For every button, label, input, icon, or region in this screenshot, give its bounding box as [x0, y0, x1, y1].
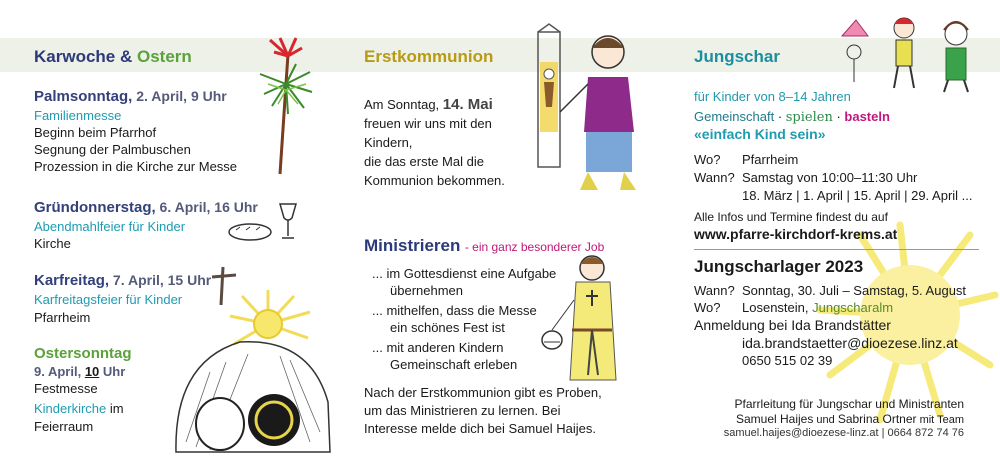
ministrieren-line: ... mithelfen, dass die Messe: [372, 303, 537, 318]
jungschar-activities: Gemeinschaft · spielen · basteln: [694, 109, 890, 125]
pfarre-website-link[interactable]: www.pfarre-kirchdorf-krems.at: [694, 226, 898, 242]
lager-email-link[interactable]: ida.brandstaetter@dioezese.linz.at: [742, 335, 958, 351]
footer-pfarrleitung: Pfarrleitung für Jungschar und Ministranten: [734, 397, 964, 411]
palmsonntag-line: Prozession in die Kirche zur Messe: [34, 159, 238, 174]
karfreitag-line: Pfarrheim: [34, 310, 91, 325]
palm-bouquet-icon: [250, 34, 320, 174]
jungschar-info: Alle Infos und Termine findest du auf: [694, 210, 888, 224]
lager-wo-label: Wo?: [694, 300, 721, 315]
palmsonntag-line: Beginn beim Pfarrhof: [34, 125, 157, 140]
jungschar-wo-value: Pfarrheim: [742, 152, 799, 167]
ostersonntag-line: Festmesse: [34, 381, 98, 396]
lager-wann-value: Sonntag, 30. Juli – Samstag, 5. August: [742, 283, 967, 298]
proben-line: Nach der Erstkommunion gibt es Proben,: [364, 385, 602, 400]
palmsonntag-heading: Palmsonntag, 2. April, 9 Uhr: [34, 88, 227, 105]
ostersonntag-kinderkirche: Kinderkirche im: [34, 401, 124, 416]
ministrieren-line: ... mit anderen Kindern: [372, 340, 504, 355]
footer-contact: samuel.haijes@dioezese-linz.at | 0664 872 74 76: [723, 427, 964, 439]
lager-wann-label: Wann?: [694, 283, 735, 298]
jungschar-wann-label: Wann?: [694, 170, 735, 185]
section-title-erstkommunion: Erstkommunion: [364, 47, 494, 66]
erstkommunion-line: Kindern,: [364, 135, 413, 150]
communion-child-icon: [528, 22, 648, 202]
footer-names: Samuel Haijes und Sabrina Ortner mit Team: [735, 412, 964, 426]
erstkommunion-date: Am Sonntag, 14. Mai: [364, 96, 493, 113]
ministrieren-heading: Ministrieren - ein ganz besonderer Job: [364, 236, 605, 255]
section-title-karwoche: Karwoche & Ostern: [34, 47, 192, 66]
jungschar-wann-value: Samstag von 10:00–11:30 Uhr: [742, 170, 918, 185]
bread-and-chalice-icon: [228, 200, 308, 245]
divider: [694, 249, 979, 250]
ministrieren-line: ... im Gottesdienst eine Aufgabe: [372, 266, 557, 281]
proben-line: Interesse melde dich bei Samuel Haijes.: [364, 421, 596, 436]
ministrieren-line: ein schönes Fest ist: [390, 320, 505, 335]
altar-server-icon: [540, 250, 630, 385]
erstkommunion-line: freuen wir uns mit den: [364, 116, 492, 131]
ostersonntag-line: Feierraum: [34, 419, 94, 434]
ostersonntag-date: 9. April, 10 Uhr: [34, 364, 126, 379]
jungschar-age: für Kinder von 8–14 Jahren: [694, 89, 851, 104]
ministrieren-line: übernehmen: [390, 283, 463, 298]
ostersonntag-heading: Ostersonntag: [34, 345, 132, 362]
lager-phone: 0650 515 02 39: [742, 353, 833, 368]
jungscharlager-title: Jungscharlager 2023: [694, 257, 864, 276]
erstkommunion-line: die das erste Mal die: [364, 154, 484, 169]
erstkommunion-line: Kommunion bekommen.: [364, 173, 505, 188]
ministrieren-line: Gemeinschaft erleben: [390, 357, 518, 372]
gruendonnerstag-heading: Gründonnerstag, 6. April, 16 Uhr: [34, 199, 258, 216]
lager-wo-value: Losenstein, Jungscharalm: [742, 300, 894, 315]
proben-line: um das Ministrieren zu lernen. Bei: [364, 403, 561, 418]
jungschar-wo-label: Wo?: [694, 152, 721, 167]
jungschar-dates: 18. März | 1. April | 15. April | 29. April ...: [742, 188, 973, 203]
section-title-jungschar: Jungschar: [694, 47, 780, 66]
gruendonnerstag-line: Kirche: [34, 236, 71, 251]
karfreitag-heading: Karfreitag, 7. April, 15 Uhr: [34, 272, 212, 289]
easter-tomb-sun-icon: [170, 282, 335, 462]
jungschar-slogan: «einfach Kind sein»: [694, 126, 826, 142]
gruendonnerstag-subtitle: Abendmahlfeier für Kinder: [34, 219, 186, 234]
karfreitag-subtitle: Karfreitagsfeier für Kinder: [34, 292, 183, 307]
children-drawing-icon: [838, 12, 988, 92]
palmsonntag-line: Segnung der Palmbuschen: [34, 142, 191, 157]
lager-anmeldung: Anmeldung bei Ida Brandstätter: [694, 317, 891, 333]
palmsonntag-subtitle: Familienmesse: [34, 108, 122, 123]
